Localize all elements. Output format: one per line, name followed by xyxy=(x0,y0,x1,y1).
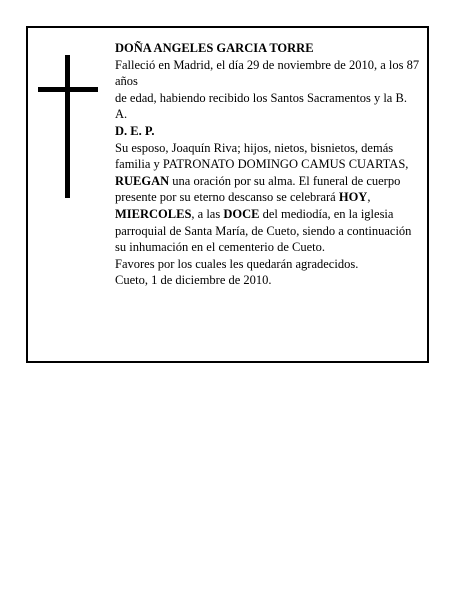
a-las-text: , a las xyxy=(191,206,224,221)
miercoles-text: MIERCOLES xyxy=(115,206,192,221)
death-announcement-continued: de edad, habiendo recibido los Santos Sacramentos y la B. A. xyxy=(115,90,407,122)
obituary-notice xyxy=(26,26,429,363)
death-announcement: Falleció en Madrid, el día 29 de noviembre de 2010, a los 87 años xyxy=(115,57,420,89)
location-text: del mediodía, en la iglesia parroquial de Santa María, de Cueto, siendo a continuación su inhumación en el cementerio de Cueto. xyxy=(115,206,412,255)
dep-line: D. E. P. xyxy=(115,123,155,138)
cross-icon xyxy=(38,55,98,198)
deceased-name: DOÑA ANGELES GARCIA TORRE xyxy=(115,41,314,55)
doce-text: DOCE xyxy=(223,206,260,221)
hoy-text: HOY xyxy=(338,190,368,205)
place-date-line: Cueto, 1 de diciembre de 2010. xyxy=(115,273,272,288)
cross-horizontal-bar xyxy=(38,87,98,92)
thanks-line: Favores por los cuales les quedarán agradecidos. xyxy=(115,256,359,271)
prayer-text: una oración por su alma. El funeral de cuerpo presente por su eterno descanso se celebrará xyxy=(115,173,401,205)
ruegan-text: RUEGAN xyxy=(115,173,170,188)
family-line: Su esposo, Joaquín Riva; hijos, nietos, bisnietos, demás familia y PATRONATO DOMINGO CAMUS CUARTAS, xyxy=(115,140,409,172)
cross-vertical-bar xyxy=(65,55,70,198)
notice-text xyxy=(115,40,420,289)
comma-text: , xyxy=(367,190,371,205)
funeral-paragraph xyxy=(115,173,420,256)
